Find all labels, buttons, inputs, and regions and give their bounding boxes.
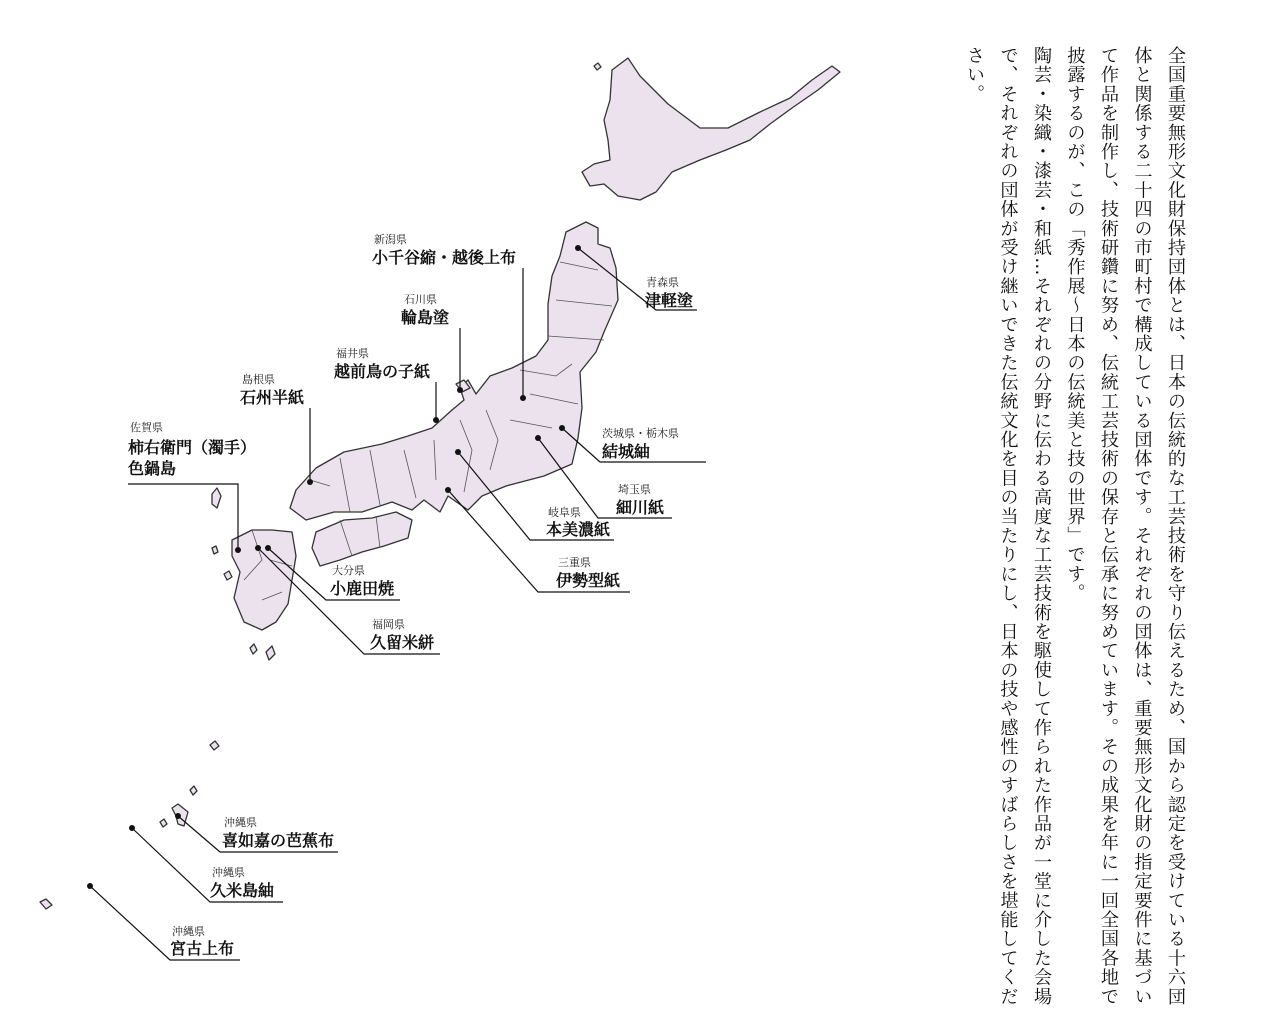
label-pref-saga: 佐賀県: [130, 421, 163, 434]
label-craft-ishikawa: 輪島塗: [401, 308, 450, 327]
label-craft-niigata: 小千谷縮・越後上布: [372, 248, 517, 267]
label-craft-ibaraki: 結城紬: [602, 442, 651, 461]
label-craft-okinawa-1: 喜如嘉の芭蕉布: [222, 831, 335, 850]
label-craft-aomori: 津軽塗: [645, 291, 694, 310]
label-craft-oita: 小鹿田焼: [330, 579, 395, 598]
leaders: [87, 245, 706, 960]
label-pref-fukui: 福井県: [336, 347, 369, 360]
shikoku-outline: [312, 512, 412, 566]
label-craft-shimane: 石州半紙: [240, 388, 305, 407]
label-craft-mie: 伊勢型紙: [556, 571, 621, 590]
kyushu-outline: [232, 530, 296, 630]
label-craft-fukui: 越前鳥の子紙: [334, 362, 431, 381]
hokkaido-outline: [582, 58, 840, 200]
label-pref-okinawa-3: 沖縄県: [172, 925, 205, 938]
label-pref-ishikawa: 石川県: [404, 293, 437, 306]
label-craft-saga-2: 色鍋島: [128, 459, 177, 478]
label-craft-saitama: 細川紙: [616, 498, 665, 517]
label-pref-aomori: 青森県: [646, 276, 679, 289]
label-pref-okinawa-1: 沖縄県: [224, 816, 257, 829]
label-craft-fukuoka: 久留米絣: [370, 633, 435, 652]
label-craft-okinawa-3: 宮古上布: [170, 939, 235, 958]
map-labels: [128, 232, 693, 958]
label-pref-shimane: 島根県: [242, 373, 275, 386]
label-pref-ibaraki: 茨城県・栃木県: [602, 427, 679, 440]
label-pref-mie: 三重県: [558, 556, 591, 569]
intro-paragraph-2: 陶芸・染織・漆芸・和紙…それぞれの分野に伝わる高度な工芸技術を駆使して作られた作品が一堂に介した会場で、それぞれの団体が受け継いできた伝統文化を目の当たりにし、日本の技や感性のすばらしさを堪能してください。: [964, 46, 1052, 1006]
label-pref-saitama: 埼玉県: [618, 483, 651, 496]
intro-paragraph-1: 全国重要無形文化財保持団体とは、日本の伝統的な工芸技術を守り伝えるため、国から認定を受けている十六団体と関係する二十四の市町村で構成している団体です。それぞれの団体は、重要無形文化財の指定要件に基づいて作品を制作し、技術研鑽に努め、伝統工芸技術の保存と伝承に努めています。その成果を年に一回全国各地で披露するのが、この「秀作展～日本の伝統美と技の世界」です。: [1064, 46, 1186, 1006]
label-pref-gifu: 岐阜県: [548, 506, 581, 519]
label-craft-okinawa-2: 久米島紬: [210, 881, 275, 900]
label-pref-niigata: 新潟県: [374, 233, 407, 246]
label-craft-gifu: 本美濃紙: [546, 520, 611, 539]
intro-text: [958, 46, 1193, 1006]
label-pref-okinawa-2: 沖縄県: [212, 866, 245, 879]
label-pref-fukuoka: 福岡県: [372, 618, 405, 631]
label-pref-oita: 大分県: [332, 564, 365, 577]
label-craft-saga: 柿右衛門（濁手）: [128, 438, 257, 457]
